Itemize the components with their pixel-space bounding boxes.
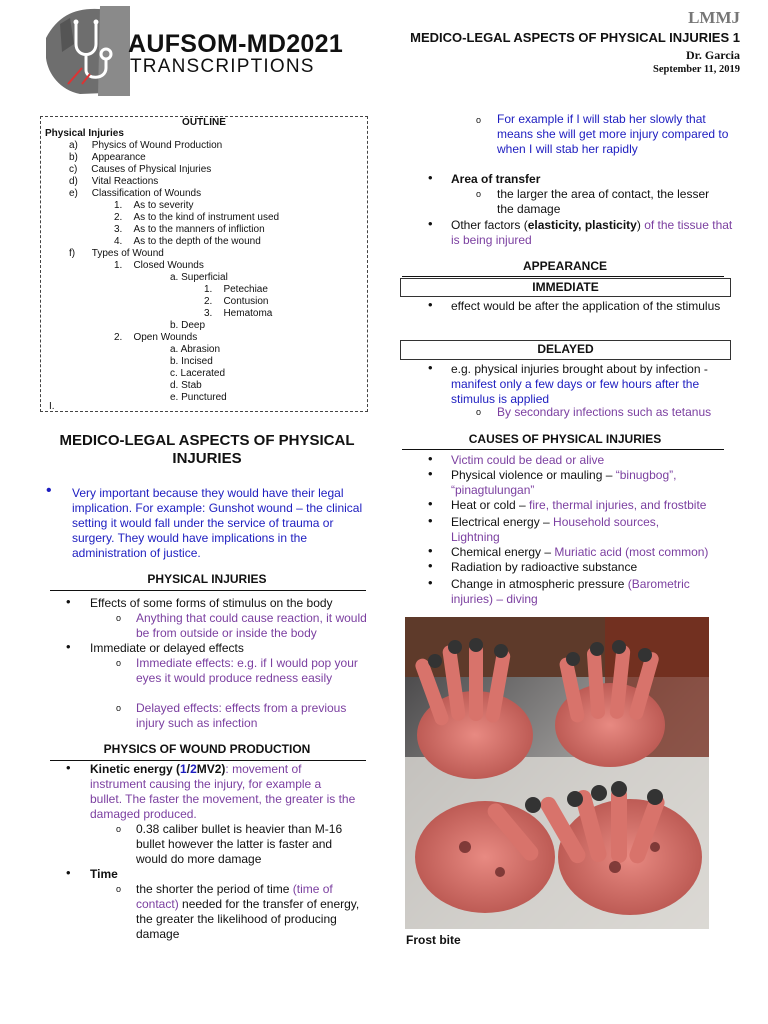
cause-7 [451, 577, 721, 607]
outline-line: b. Incised [170, 356, 213, 367]
ke-label: Kinetic energy ( [90, 762, 181, 776]
frostbite-photo [405, 617, 709, 929]
time-sub-b: (time of contact) [136, 882, 333, 911]
sub-bullet-icon: o [116, 613, 122, 623]
pi-bullet-1-sub: Anything that could cause reaction, it would be from outside or inside the body [136, 611, 367, 640]
header-doctor: Dr. Garcia [686, 48, 740, 62]
cause-5 [451, 545, 737, 560]
outline-line: a. Superficial [170, 272, 228, 283]
physics-title: PHYSICS OF WOUND PRODUCTION [103, 742, 311, 756]
outline-line: d. Stab [170, 380, 202, 391]
bullet-icon: • [428, 360, 433, 375]
sub-bullet-icon: o [116, 658, 122, 668]
outline-line: b) Appearance [69, 152, 146, 163]
ke-mv: MV2) [196, 762, 226, 776]
ke-one: 1 [180, 762, 187, 776]
cause-3 [451, 498, 733, 513]
pi-bullet-2: Immediate or delayed effects [90, 641, 244, 655]
cause-4 [451, 515, 681, 545]
outline-line: c) Causes of Physical Injuries [69, 164, 212, 175]
outline-heading: OUTLINE [182, 117, 226, 128]
cause-6: Radiation by radioactive substance [451, 560, 638, 574]
cause-2-a: Physical violence or mauling – [451, 468, 616, 482]
stethoscope-icon [62, 18, 122, 88]
sub-bullet-icon: o [476, 115, 482, 125]
other-a: Other factors ( [451, 218, 528, 232]
section-divider [402, 449, 724, 450]
sub-bullet-icon: o [476, 407, 482, 417]
outline-line: c. Lacerated [170, 368, 226, 379]
header-org: LMMJ [688, 8, 740, 27]
frostbite-hands-illustration [405, 617, 709, 929]
cause-1: Victim could be dead or alive [451, 453, 605, 467]
photo-caption: Frost bite [406, 933, 461, 947]
bullet-icon: • [428, 170, 433, 185]
outline-line: Physical Injuries [45, 128, 124, 139]
section-divider [402, 276, 724, 277]
delayed-text [451, 362, 733, 407]
bullet-icon: • [46, 482, 52, 499]
stab-example: For example if I will stab her slowly that means she will get more injury compared to when I will stab her rapidly [497, 112, 729, 156]
header-date: September 11, 2019 [652, 64, 740, 75]
time-label: Time [90, 867, 118, 881]
bullet-icon: • [428, 543, 433, 558]
cause-2-b: “binugbog”, “pinagtulungan” [451, 468, 677, 497]
bullet-icon: • [66, 865, 71, 880]
immediate-text: effect would be after the application of the stimulus [451, 299, 721, 313]
bullet-icon: • [428, 496, 433, 511]
outline-line: b. Deep [170, 320, 206, 331]
cause-7-c: – diving [493, 592, 538, 606]
section-divider [50, 760, 366, 761]
bullet-icon: • [66, 594, 71, 609]
cause-4-b: Household sources, Lightning [451, 515, 660, 544]
ke-slash: / [186, 762, 191, 776]
cause-3-a: Heat or cold – [451, 498, 530, 512]
cause-5-a: Chemical energy – [451, 545, 555, 559]
pi-bullet-2-sub-2: Delayed effects: effects from a previous injury such as infection [136, 701, 347, 730]
other-d: of the tissue that is being injured [451, 218, 733, 247]
main-section-title: MEDICO-LEGAL ASPECTS OF PHYSICAL INJURIES [59, 432, 355, 467]
appearance-title: APPEARANCE [522, 259, 607, 273]
bullet-icon: • [428, 558, 433, 573]
cause-4-a: Electrical energy – [451, 515, 554, 529]
sub-bullet-icon: o [116, 824, 122, 834]
delayed-b: manifest only a few days or few hours after the stimulus is applied [451, 377, 700, 406]
time-sub [136, 882, 370, 942]
outline-line: a) Physics of Wound Production [69, 140, 223, 151]
logo [40, 4, 344, 96]
outline-line: 2. Open Wounds [114, 332, 198, 343]
pi-bullet-2-sub-1: Immediate effects: e.g. if I would pop your eyes it would produce redness easily [136, 656, 358, 685]
outline-line: e. Punctured [170, 392, 227, 403]
kinetic-energy-text [90, 762, 356, 822]
outline-box [40, 116, 368, 412]
outline-line: I. [49, 401, 55, 412]
outline-line: 1. Closed Wounds [114, 260, 204, 271]
delayed-a: e.g. physical injuries brought about by infection - [451, 362, 708, 376]
bullet-icon: • [428, 451, 433, 466]
sub-bullet-icon: o [116, 884, 122, 894]
other-factors [451, 218, 733, 248]
cause-3-b: fire, thermal injuries, and frostbite [529, 498, 707, 512]
bullet-icon: • [428, 575, 433, 590]
header-title: MEDICO-LEGAL ASPECTS OF PHYSICAL INJURIES 1 [410, 30, 740, 45]
logo-subtitle: TRANSCRIPTIONS [130, 56, 315, 77]
bullet-icon: • [428, 297, 433, 312]
outline-line: 1. Petechiae [204, 284, 268, 295]
logo-title: AUFSOM-MD2021 [128, 30, 344, 58]
causes-title: CAUSES OF PHYSICAL INJURIES [468, 432, 662, 446]
cause-2 [451, 468, 721, 498]
time-sub-a: the shorter the period of time [136, 882, 293, 896]
sub-bullet-icon: o [476, 189, 482, 199]
bullet-icon: • [66, 760, 71, 775]
delayed-sub: By secondary infections such as tetanus [497, 405, 712, 419]
bullet-icon: • [428, 216, 433, 231]
bullet-icon: • [428, 513, 433, 528]
other-b: elasticity, plasticity [527, 218, 637, 232]
pi-bullet-1: Effects of some forms of stimulus on the body [90, 596, 333, 610]
outline-line: a. Abrasion [170, 344, 221, 355]
area-of-transfer: Area of transfer [451, 172, 541, 186]
area-sub: the larger the area of contact, the lesser the damage [497, 187, 710, 216]
section-divider [50, 590, 366, 591]
ke-two: 2 [190, 762, 197, 776]
delayed-label: DELAYED [400, 340, 731, 360]
outline-line: 2. Contusion [204, 296, 269, 307]
outline-line: d) Vital Reactions [69, 176, 159, 187]
time-sub-c: needed for the transfer of energy, the greater the likelihood of producing damage [136, 897, 360, 941]
outline-line: 4. As to the depth of the wound [114, 236, 261, 247]
outline-line: f) Types of Wound [69, 248, 164, 259]
intro-paragraph: Very important because they would have their legal implication. For example: Gunshot wound – the clinical setting it would fall under the service of trauma or surgery. They would have implications in the administration of justice. [72, 486, 363, 560]
outline-line: e) Classification of Wounds [69, 188, 202, 199]
cause-5-b: Muriatic acid (most common) [554, 545, 709, 559]
physical-injuries-title: PHYSICAL INJURIES [147, 572, 267, 586]
cause-7-b: (Barometric injuries) [451, 577, 690, 606]
immediate-label: IMMEDIATE [400, 278, 731, 297]
bullet-icon: • [428, 466, 433, 481]
outline-line: 3. As to the manners of infliction [114, 224, 265, 235]
outline-line: 3. Hematoma [204, 308, 273, 319]
ke-sub: 0.38 caliber bullet is heavier than M-16 bullet however the latter is faster and would do more damage [136, 822, 343, 866]
outline-line: 1. As to severity [114, 200, 194, 211]
outline-line: 2. As to the kind of instrument used [114, 212, 280, 223]
ke-description: : movement of instrument causing the injury, for example a bullet. The faster the movement, the greater is the damaged produced. [90, 762, 356, 821]
cause-7-a: Change in atmospheric pressure [451, 577, 628, 591]
bullet-icon: • [66, 639, 71, 654]
sub-bullet-icon: o [116, 703, 122, 713]
other-c: ) [636, 218, 641, 232]
